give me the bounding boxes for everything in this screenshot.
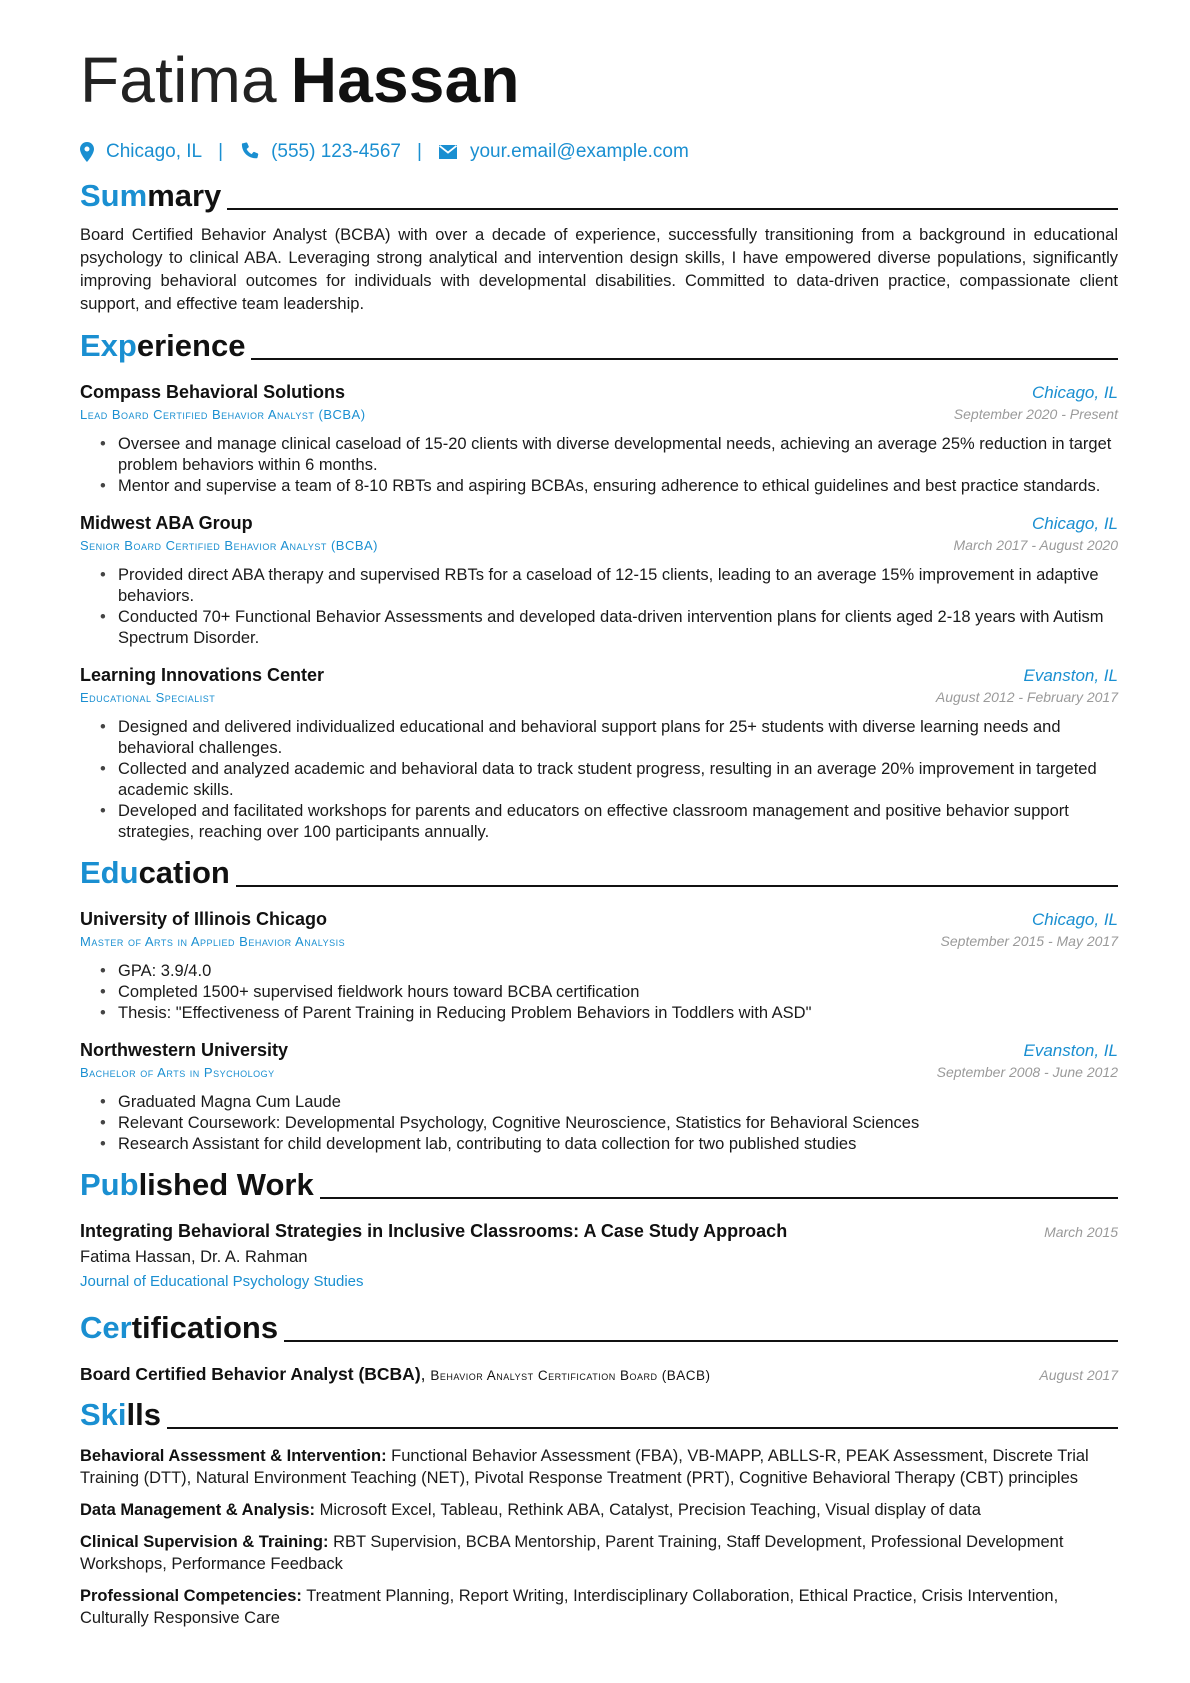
certification-name: Board Certified Behavior Analyst (BCBA): [80, 1364, 421, 1384]
section-rule: [284, 1340, 1118, 1342]
entry-dates: March 2017 - August 2020: [953, 537, 1118, 553]
entry-dates: September 2020 - Present: [953, 406, 1118, 422]
entry-dates: September 2015 - May 2017: [940, 933, 1118, 949]
last-name: Hassan: [290, 44, 520, 116]
skill-group: [80, 1585, 1118, 1629]
job-title: Senior Board Certified Behavior Analyst (BCBA): [80, 538, 379, 553]
list-item: • Provided direct ABA therapy and supervised RBTs for a caseload of 12-15 clients, leading to an average 15% improvement in adaptive behaviors.: [100, 565, 1118, 607]
section-rule: [236, 885, 1118, 887]
section-title: Published Work: [80, 1167, 314, 1202]
entry-dates: August 2017: [1039, 1367, 1118, 1383]
email-link[interactable]: your.email@example.com: [469, 141, 689, 162]
summary-text: Board Certified Behavior Analyst (BCBA) with over a decade of experience, successfully transitioning from a background in educational psychology to clinical ABA. Leveraging strong analytical and intervention design skills, I have empowered diverse populations, significantly improving behavioral outcomes for individuals with developmental disabilities. Committed to data-driven practice, compassionate client support, and effective team leadership.: [80, 226, 1118, 313]
publication-authors: Fatima Hassan, Dr. A. Rahman: [80, 1248, 308, 1266]
entry-location: Chicago, IL: [1032, 910, 1118, 929]
detail-list: [80, 1092, 1118, 1155]
employer-name: Midwest ABA Group: [80, 513, 253, 533]
section-title: Education: [80, 855, 230, 890]
education-entry: [80, 909, 1118, 1024]
school-name: University of Illinois Chicago: [80, 909, 328, 929]
first-name: Fatima: [80, 44, 277, 116]
list-item: • Collected and analyzed academic and behavioral data to track student progress, resulting in an average 20% improvement in targeted academic skills.: [100, 759, 1118, 801]
published-work-heading: [80, 1165, 1118, 1205]
section-rule: [251, 358, 1118, 360]
skill-category: Data Management & Analysis:: [80, 1501, 316, 1519]
list-item: • Conducted 70+ Functional Behavior Assessments and developed data-driven intervention plans for clients aged 2-18 years with Autism Spectrum Disorder.: [100, 607, 1118, 649]
skill-category: Behavioral Assessment & Intervention:: [80, 1447, 387, 1465]
education-entry: [80, 1040, 1118, 1155]
certification-line: Board Certified Behavior Analyst (BCBA), Behavior Analyst Certification Board (BACB): [80, 1364, 711, 1384]
summary-heading: [80, 176, 1118, 216]
list-item: • Relevant Coursework: Developmental Psychology, Cognitive Neuroscience, Statistics for Behavioral Sciences: [100, 1113, 1118, 1134]
contact-location: [80, 141, 202, 163]
entry-location: Chicago, IL: [1032, 383, 1118, 402]
experience-entry: [80, 513, 1118, 649]
list-item: • GPA: 3.9/4.0: [100, 961, 1118, 982]
skill-group: [80, 1445, 1118, 1489]
envelope-icon: [438, 144, 458, 160]
experience-heading: [80, 326, 1118, 366]
certification-issuer: Behavior Analyst Certification Board (BACB): [430, 1368, 711, 1383]
candidate-name: [80, 40, 1118, 120]
skill-list: Functional Behavior Assessment (FBA), VB-MAPP, ABLLS-R, PEAK Assessment, Discrete Trial Training (DTT), Natural Environment Teaching (NET), Pivotal Response Treatment (PRT), Cognitive Behavioral Therapy (CBT) principles: [80, 1447, 1089, 1487]
map-marker-icon: [80, 142, 94, 162]
entry-dates: September 2008 - June 2012: [936, 1064, 1118, 1080]
location-text: Chicago, IL: [106, 141, 203, 162]
list-item: • Designed and delivered individualized educational and behavioral support plans for 25+ students with diverse learning needs and behavioral challenges.: [100, 717, 1118, 759]
skill-group: [80, 1531, 1118, 1575]
entry-location: Chicago, IL: [1032, 514, 1118, 533]
section-rule: [320, 1197, 1118, 1199]
certifications-heading: [80, 1308, 1118, 1348]
entry-dates: August 2012 - February 2017: [935, 689, 1118, 705]
education-heading: [80, 853, 1118, 893]
contact-separator: |: [417, 141, 422, 162]
achievement-list: [80, 434, 1118, 497]
list-item: • Mentor and supervise a team of 8-10 RBTs and aspiring BCBAs, ensuring adherence to ethical guidelines and best practice standards.: [100, 476, 1118, 497]
experience-entry: [80, 382, 1118, 497]
job-title: Educational Specialist: [80, 690, 216, 705]
detail-list: [80, 961, 1118, 1024]
job-title: Lead Board Certified Behavior Analyst (BCBA): [80, 407, 366, 422]
school-name: Northwestern University: [80, 1040, 289, 1060]
skill-category: Clinical Supervision & Training:: [80, 1533, 329, 1551]
section-rule: [227, 208, 1118, 210]
section-title: Certifications: [80, 1310, 279, 1345]
section-title: Skills: [80, 1397, 161, 1432]
skill-category: Professional Competencies:: [80, 1587, 302, 1605]
publication-entry: [80, 1221, 1118, 1290]
contact-phone[interactable]: [239, 141, 401, 163]
phone-icon: [239, 142, 259, 162]
list-item: • Graduated Magna Cum Laude: [100, 1092, 1118, 1113]
list-item: • Developed and facilitated workshops for parents and educators on effective classroom management and positive behavior support strategies, reaching over 100 participants annually.: [100, 801, 1118, 843]
skill-list: RBT Supervision, BCBA Mentorship, Parent Training, Staff Development, Professional Development Workshops, Performance Feedback: [80, 1533, 1064, 1573]
section-rule: [167, 1427, 1118, 1429]
list-item: • Thesis: "Effectiveness of Parent Training in Reducing Problem Behaviors in Toddlers with ASD": [100, 1003, 1118, 1024]
contact-bar: [80, 138, 1118, 166]
publication-title: Integrating Behavioral Strategies in Inclusive Classrooms: A Case Study Approach: [80, 1221, 788, 1241]
achievement-list: [80, 717, 1118, 843]
skills-heading: [80, 1395, 1118, 1435]
section-title: Summary: [80, 178, 222, 213]
publication-journal: Journal of Educational Psychology Studies: [80, 1273, 364, 1290]
skill-list: Microsoft Excel, Tableau, Rethink ABA, Catalyst, Precision Teaching, Visual display of data: [319, 1501, 981, 1519]
list-item: • Completed 1500+ supervised fieldwork hours toward BCBA certification: [100, 982, 1118, 1003]
degree-title: Bachelor of Arts in Psychology: [80, 1065, 275, 1080]
achievement-list: [80, 565, 1118, 649]
section-title: Experience: [80, 328, 246, 363]
skill-list: Treatment Planning, Report Writing, Interdisciplinary Collaboration, Ethical Practice, Crisis Intervention, Culturally Responsive Care: [80, 1587, 1059, 1627]
employer-name: Compass Behavioral Solutions: [80, 382, 346, 402]
entry-location: Evanston, IL: [1023, 1041, 1118, 1060]
phone-text: (555) 123-4567: [271, 141, 401, 162]
experience-entry: [80, 665, 1118, 843]
entry-location: Evanston, IL: [1023, 666, 1118, 685]
contact-email[interactable]: [438, 141, 689, 163]
contact-separator: |: [218, 141, 224, 162]
degree-title: Master of Arts in Applied Behavior Analysis: [80, 934, 346, 949]
list-item: • Oversee and manage clinical caseload of 15-20 clients with diverse developmental needs, achieving an average 25% reduction in target problem behaviors within 6 months.: [100, 434, 1118, 476]
certification-entry: [80, 1364, 1118, 1385]
employer-name: Learning Innovations Center: [80, 665, 325, 685]
list-item: • Research Assistant for child development lab, contributing to data collection for two published studies: [100, 1134, 1118, 1155]
entry-dates: March 2015: [1044, 1224, 1118, 1240]
skill-group: [80, 1499, 1118, 1521]
